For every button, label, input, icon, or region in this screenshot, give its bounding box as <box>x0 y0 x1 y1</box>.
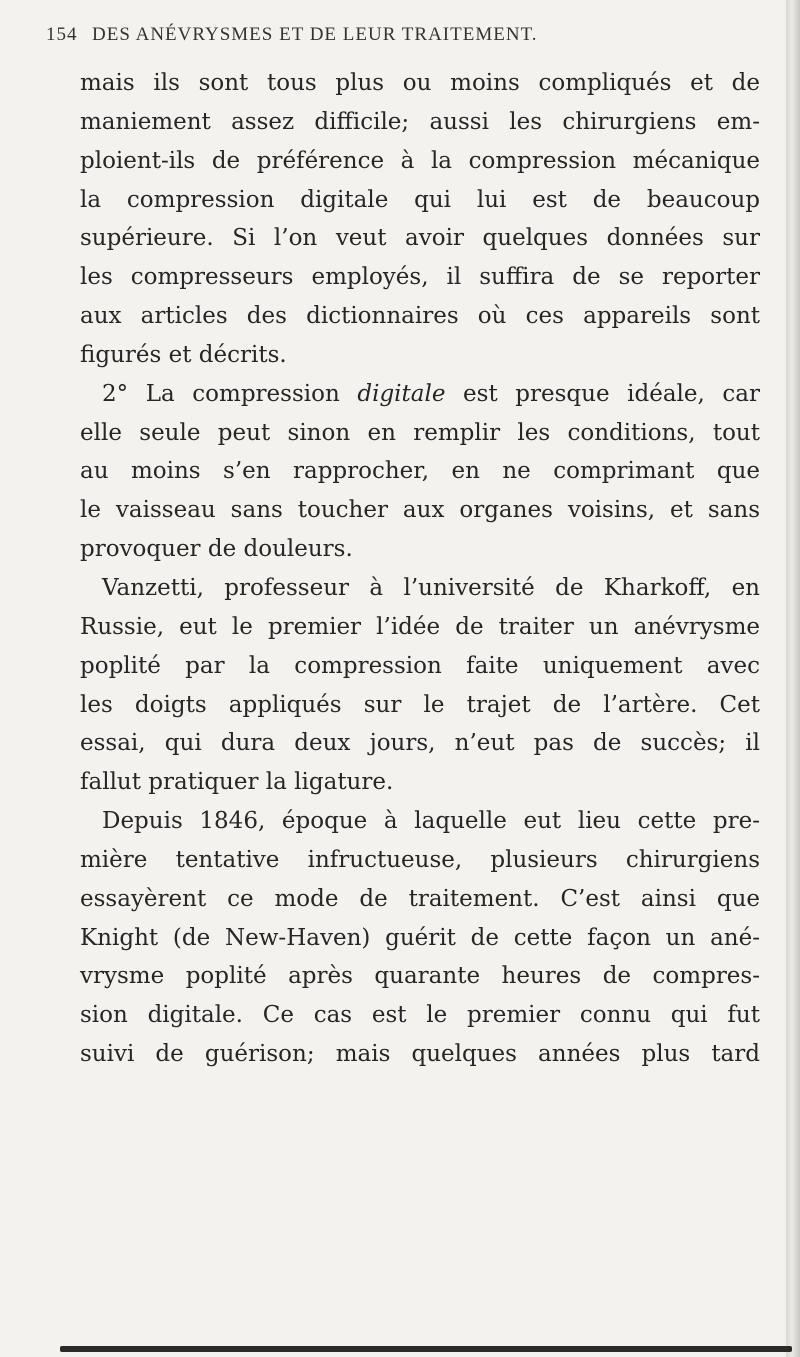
text-line: supérieure. Si l’on veut avoir quelques données sur <box>80 225 760 252</box>
text-line: figurés et décrits. <box>80 341 287 368</box>
text-line: les doigts appliqués sur le trajet de l’artère. Cet <box>80 691 760 718</box>
text-line: mais ils sont tous plus ou moins compliqués et de <box>80 70 760 96</box>
text-line: aux articles des dictionnaires où ces appareils sont <box>80 303 760 330</box>
emphasis-text: digitale <box>357 380 446 407</box>
text-line: essayèrent ce mode de traitement. C’est ainsi que <box>80 885 760 912</box>
text-line: Depuis 1846, époque à laquelle eut lieu cette pre- <box>102 808 760 835</box>
text-line: sion digitale. Ce cas est le premier connu qui fut <box>80 1002 760 1029</box>
text-fragment: 2° La compression <box>102 380 358 407</box>
text-line: les compresseurs employés, il suffira de se reporter <box>80 264 760 291</box>
page-number: 154 <box>46 24 78 45</box>
text-fragment: est presque idéale, car <box>445 380 760 407</box>
text-line: provoquer de douleurs. <box>80 536 353 563</box>
text-line: mière tentative infructueuse, plusieurs chirurgiens <box>80 846 760 873</box>
text-line: fallut pratiquer la ligature. <box>80 769 394 796</box>
body-text <box>80 64 760 1074</box>
text-line: suivi de guérison; mais quelques années plus tard <box>80 1041 760 1068</box>
text-line: ploient-ils de préférence à la compression mécanique <box>80 147 760 174</box>
running-title: DES ANÉVRYSMES ET DE LEUR TRAITEMENT. <box>92 24 538 45</box>
text-line: au moins s’en rapprocher, en ne comprimant que <box>80 458 760 485</box>
text-line: Russie, eut le premier l’idée de traiter un anévrysme <box>80 613 760 640</box>
text-line: Vanzetti, professeur à l’université de Kharkoff, en <box>102 574 760 601</box>
text-line: la compression digitale qui lui est de beaucoup <box>80 186 760 213</box>
text-line: elle seule peut sinon en remplir les conditions, tout <box>80 419 760 446</box>
running-header <box>46 24 752 54</box>
bottom-rule <box>60 1346 792 1352</box>
text-line <box>80 375 760 414</box>
text-line: Knight (de New-Haven) guérit de cette façon un ané- <box>80 924 760 951</box>
text-line: vrysme poplité après quarante heures de compres- <box>80 963 760 990</box>
text-line: maniement assez difficile; aussi les chirurgiens em- <box>80 108 760 135</box>
text-line: essai, qui dura deux jours, n’eut pas de succès; il <box>80 730 760 757</box>
text-line: le vaisseau sans toucher aux organes voisins, et sans <box>80 497 760 524</box>
page-edge-shadow <box>786 0 800 1357</box>
text-line: poplité par la compression faite uniquement avec <box>80 652 760 679</box>
